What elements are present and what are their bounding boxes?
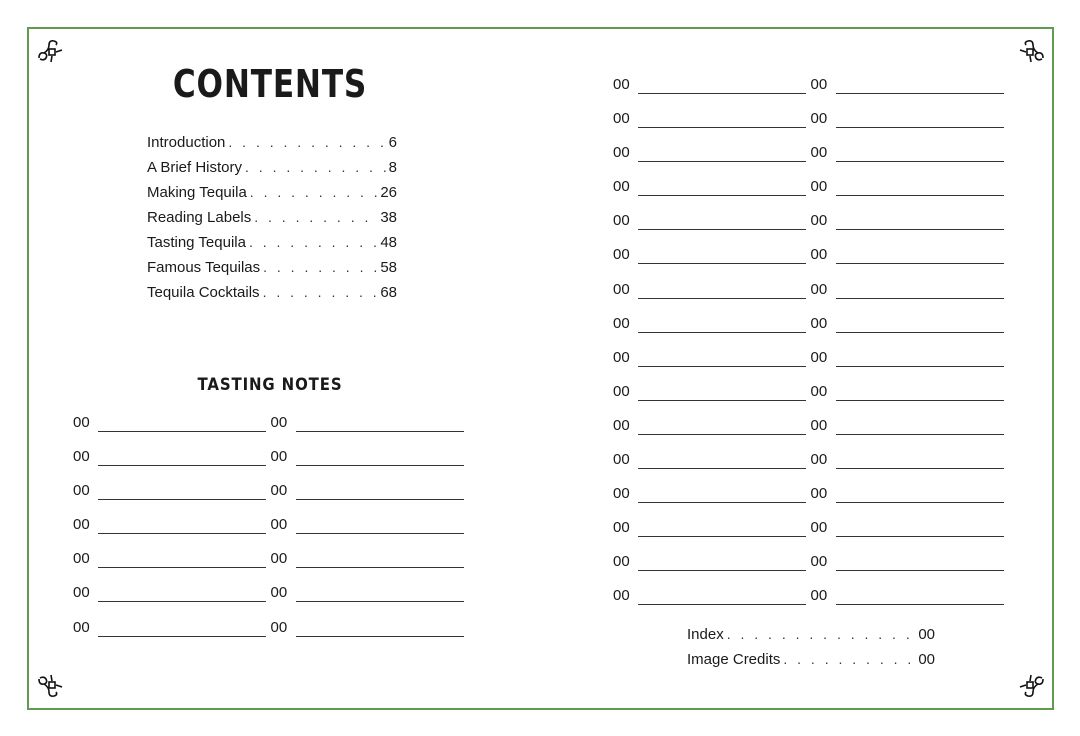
toc-entry-label: Famous Tequilas: [147, 259, 261, 276]
back-matter-page: 00: [918, 626, 935, 643]
tasting-note-entry: [811, 447, 1009, 469]
toc-entry-page: 38: [380, 209, 397, 226]
tasting-note-entry: [613, 106, 811, 128]
write-in-line[interactable]: [836, 482, 1004, 503]
tasting-note-entry: [811, 106, 1009, 128]
tasting-note-page: 00: [810, 416, 828, 434]
write-in-line[interactable]: [98, 445, 266, 466]
tasting-note-row: [613, 277, 1008, 311]
write-in-line[interactable]: [638, 175, 806, 196]
write-in-line[interactable]: [836, 107, 1004, 128]
toc-entry[interactable]: [147, 130, 397, 155]
toc-entry[interactable]: [147, 280, 397, 305]
tasting-note-entry: [73, 580, 271, 602]
tasting-note-row: [613, 481, 1008, 515]
tasting-note-row: [613, 549, 1008, 583]
toc-entry[interactable]: [147, 230, 397, 255]
write-in-line[interactable]: [638, 448, 806, 469]
tasting-note-row: [613, 413, 1008, 447]
tasting-note-page: 00: [810, 212, 828, 230]
write-in-line[interactable]: [296, 445, 464, 466]
tasting-note-page: 00: [613, 485, 630, 503]
tasting-note-entry: [73, 410, 271, 432]
toc-entry-page: 8: [388, 159, 397, 176]
toc-entry[interactable]: [147, 155, 397, 180]
write-in-line[interactable]: [638, 516, 806, 537]
tasting-note-page: 00: [810, 382, 828, 400]
tasting-note-entry: [271, 546, 469, 568]
tasting-note-entry: [613, 140, 811, 162]
write-in-line[interactable]: [296, 581, 464, 602]
tasting-note-row: [613, 583, 1008, 617]
tasting-note-page: 00: [810, 76, 828, 93]
toc-entry-page: 68: [380, 284, 397, 301]
tasting-note-entry: [73, 478, 271, 500]
tasting-note-entry: [613, 242, 811, 264]
tasting-note-page: 00: [613, 451, 630, 469]
dot-leader: [249, 230, 377, 255]
dot-leader: [245, 155, 386, 180]
write-in-line[interactable]: [98, 547, 266, 568]
tasting-note-entry: [73, 444, 271, 466]
tasting-note-entry: [613, 379, 811, 401]
contents-list: [147, 130, 397, 305]
write-in-line[interactable]: [836, 209, 1004, 230]
write-in-line[interactable]: [638, 209, 806, 230]
tasting-note-page: 00: [613, 246, 630, 264]
tasting-note-row: [613, 174, 1008, 208]
tasting-note-page: 00: [613, 553, 630, 571]
tasting-note-page: 00: [613, 519, 630, 537]
write-in-line[interactable]: [638, 73, 806, 94]
dot-leader: [250, 180, 378, 205]
toc-entry[interactable]: [147, 205, 397, 230]
tasting-note-entry: [613, 515, 811, 537]
write-in-line[interactable]: [836, 448, 1004, 469]
tasting-note-page: 00: [810, 553, 828, 571]
tasting-note-entry: [613, 311, 811, 333]
tasting-note-page: 00: [73, 550, 90, 568]
tasting-note-row: [73, 512, 468, 546]
back-matter-page: 00: [918, 651, 935, 668]
dot-leader: [263, 280, 378, 305]
tasting-note-page: 00: [810, 178, 828, 196]
tasting-note-page: 00: [73, 584, 90, 602]
tasting-notes-right: [613, 72, 1008, 618]
tasting-note-row: [613, 242, 1008, 276]
write-in-line[interactable]: [638, 107, 806, 128]
tasting-note-entry: [73, 512, 271, 534]
back-matter-list: [687, 622, 935, 672]
tasting-note-entry: [811, 549, 1009, 571]
tasting-note-entry: [811, 208, 1009, 230]
toc-entry-page: 6: [388, 134, 397, 151]
tasting-note-entry: [73, 615, 271, 637]
tasting-note-page: 00: [810, 314, 828, 332]
tasting-note-entry: [613, 481, 811, 503]
corner-ornament-icon: [36, 36, 66, 66]
tasting-note-page: 00: [270, 448, 288, 466]
write-in-line[interactable]: [836, 175, 1004, 196]
tasting-note-row: [73, 615, 468, 649]
tasting-note-page: 00: [810, 280, 828, 298]
tasting-note-entry: [613, 208, 811, 230]
tasting-notes-left: [73, 410, 468, 649]
dot-leader: [783, 647, 915, 672]
write-in-line[interactable]: [98, 581, 266, 602]
write-in-line[interactable]: [296, 547, 464, 568]
tasting-note-row: [613, 72, 1008, 106]
tasting-note-page: 00: [613, 382, 630, 400]
tasting-note-page: 00: [613, 314, 630, 332]
toc-entry-label: Making Tequila: [147, 184, 247, 201]
toc-entry-page: 48: [380, 234, 397, 251]
tasting-note-entry: [811, 413, 1009, 435]
write-in-line[interactable]: [836, 346, 1004, 367]
write-in-line[interactable]: [836, 243, 1004, 264]
tasting-note-page: 00: [73, 482, 90, 500]
dot-leader: [727, 622, 916, 647]
tasting-note-row: [613, 311, 1008, 345]
tasting-note-row: [73, 410, 468, 444]
tasting-note-page: 00: [613, 178, 630, 196]
tasting-note-row: [613, 345, 1008, 379]
toc-entry-label: Introduction: [147, 134, 226, 151]
tasting-note-entry: [73, 546, 271, 568]
write-in-line[interactable]: [296, 411, 464, 432]
write-in-line[interactable]: [836, 278, 1004, 299]
tasting-note-entry: [271, 615, 469, 637]
tasting-note-page: 00: [270, 550, 288, 568]
write-in-line[interactable]: [836, 516, 1004, 537]
tasting-note-entry: [811, 242, 1009, 264]
back-matter-entry[interactable]: [687, 622, 935, 647]
tasting-note-page: 00: [810, 587, 828, 605]
tasting-note-entry: [613, 583, 811, 605]
tasting-note-row: [73, 580, 468, 614]
tasting-note-entry: [271, 444, 469, 466]
tasting-note-page: 00: [810, 519, 828, 537]
tasting-note-entry: [271, 580, 469, 602]
tasting-note-page: 00: [613, 587, 630, 605]
tasting-note-entry: [613, 549, 811, 571]
tasting-note-row: [73, 444, 468, 478]
tasting-note-entry: [811, 379, 1009, 401]
tasting-note-entry: [811, 345, 1009, 367]
write-in-line[interactable]: [836, 141, 1004, 162]
tasting-note-page: 00: [270, 516, 288, 534]
tasting-note-entry: [811, 277, 1009, 299]
tasting-note-page: 00: [270, 482, 288, 500]
write-in-line[interactable]: [296, 513, 464, 534]
write-in-line[interactable]: [98, 411, 266, 432]
tasting-note-entry: [271, 478, 469, 500]
tasting-note-page: 00: [810, 348, 828, 366]
tasting-note-entry: [613, 413, 811, 435]
tasting-note-row: [613, 106, 1008, 140]
tasting-note-entry: [613, 345, 811, 367]
tasting-note-page: 00: [73, 414, 90, 431]
toc-entry-label: Tasting Tequila: [147, 234, 246, 251]
write-in-line[interactable]: [98, 479, 266, 500]
write-in-line[interactable]: [638, 550, 806, 571]
tasting-note-page: 00: [613, 212, 630, 230]
back-matter-entry[interactable]: [687, 647, 935, 672]
tasting-note-row: [613, 208, 1008, 242]
tasting-note-row: [613, 379, 1008, 413]
write-in-line[interactable]: [638, 141, 806, 162]
write-in-line[interactable]: [836, 73, 1004, 94]
tasting-note-entry: [811, 311, 1009, 333]
tasting-note-page: 00: [613, 416, 630, 434]
write-in-line[interactable]: [836, 380, 1004, 401]
tasting-notes-title: TASTING NOTES: [197, 375, 343, 395]
tasting-note-entry: [811, 481, 1009, 503]
write-in-line[interactable]: [836, 312, 1004, 333]
write-in-line[interactable]: [638, 584, 806, 605]
tasting-note-entry: [811, 515, 1009, 537]
tasting-note-entry: [613, 72, 811, 94]
tasting-note-entry: [811, 174, 1009, 196]
tasting-note-entry: [811, 72, 1009, 94]
tasting-note-entry: [613, 174, 811, 196]
corner-ornament-icon: [36, 671, 66, 701]
write-in-line[interactable]: [98, 513, 266, 534]
write-in-line[interactable]: [638, 414, 806, 435]
tasting-note-page: 00: [810, 485, 828, 503]
dot-leader: [254, 205, 377, 230]
tasting-note-page: 00: [613, 144, 630, 162]
write-in-line[interactable]: [296, 479, 464, 500]
tasting-note-page: 00: [613, 76, 630, 93]
tasting-note-page: 00: [270, 618, 288, 636]
corner-ornament-icon: [1016, 36, 1046, 66]
tasting-note-page: 00: [613, 280, 630, 298]
back-matter-label: Image Credits: [687, 651, 781, 668]
tasting-note-row: [73, 478, 468, 512]
tasting-note-entry: [271, 512, 469, 534]
write-in-line[interactable]: [638, 243, 806, 264]
tasting-note-page: 00: [73, 516, 90, 534]
write-in-line[interactable]: [836, 550, 1004, 571]
toc-entry-page: 26: [380, 184, 397, 201]
write-in-line[interactable]: [296, 616, 464, 637]
tasting-note-page: 00: [73, 618, 90, 636]
tasting-note-page: 00: [810, 110, 828, 128]
toc-entry-label: A Brief History: [147, 159, 243, 176]
tasting-note-page: 00: [810, 451, 828, 469]
write-in-line[interactable]: [638, 346, 806, 367]
tasting-note-row: [613, 447, 1008, 481]
toc-entry-label: Tequila Cocktails: [147, 284, 260, 301]
toc-entry[interactable]: [147, 255, 397, 280]
tasting-note-page: 00: [810, 144, 828, 162]
tasting-note-entry: [811, 583, 1009, 605]
dot-leader: [263, 255, 377, 280]
tasting-note-entry: [613, 277, 811, 299]
contents-title: CONTENTS: [172, 62, 368, 106]
toc-entry-page: 58: [380, 259, 397, 276]
back-matter-label: Index: [687, 626, 724, 643]
tasting-note-row: [73, 546, 468, 580]
write-in-line[interactable]: [638, 278, 806, 299]
toc-entry[interactable]: [147, 180, 397, 205]
tasting-note-page: 00: [270, 584, 288, 602]
tasting-note-entry: [613, 447, 811, 469]
write-in-line[interactable]: [638, 312, 806, 333]
tasting-note-entry: [811, 140, 1009, 162]
tasting-note-page: 00: [810, 246, 828, 264]
write-in-line[interactable]: [836, 584, 1004, 605]
tasting-note-row: [613, 140, 1008, 174]
toc-entry-label: Reading Labels: [147, 209, 252, 226]
write-in-line[interactable]: [638, 380, 806, 401]
write-in-line[interactable]: [638, 482, 806, 503]
dot-leader: [228, 130, 385, 155]
write-in-line[interactable]: [836, 414, 1004, 435]
write-in-line[interactable]: [98, 616, 266, 637]
tasting-note-entry: [271, 410, 469, 432]
tasting-note-page: 00: [613, 110, 630, 128]
tasting-note-page: 00: [73, 448, 90, 466]
tasting-note-row: [613, 515, 1008, 549]
tasting-note-page: 00: [270, 414, 288, 431]
corner-ornament-icon: [1016, 671, 1046, 701]
tasting-note-page: 00: [613, 348, 630, 366]
